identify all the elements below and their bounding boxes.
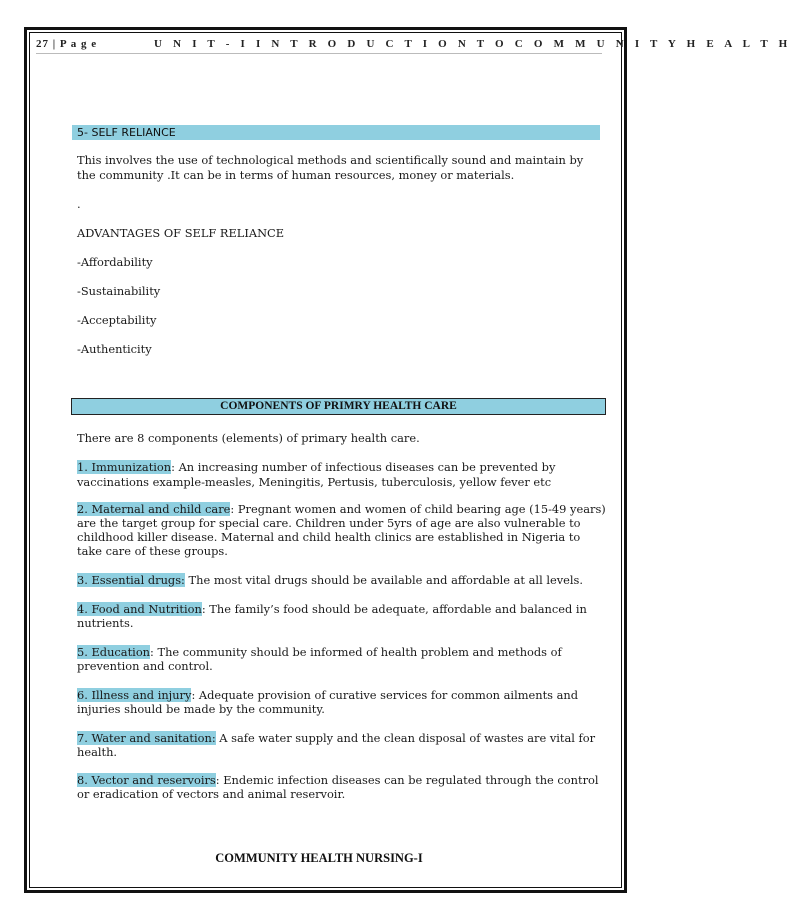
component-label: 2. Maternal and child care <box>77 502 231 516</box>
advantage-item: -Sustainability <box>77 284 161 298</box>
component-text: take care of these groups. <box>77 544 228 558</box>
page-number: 27 | P a g e <box>36 38 98 50</box>
advantage-item: -Authenticity <box>77 342 152 356</box>
component-text: : The family’s food should be adequate, affordable and balanced in <box>201 602 587 616</box>
advantage-item: -Acceptability <box>77 313 157 327</box>
component-text: prevention and control. <box>77 659 213 673</box>
component-text: nutrients. <box>77 616 134 630</box>
component-text: A safe water supply and the clean disposal of wastes are vital for <box>215 731 596 745</box>
component-text: : Endemic infection diseases can be regulated through the control <box>215 773 599 787</box>
component-text: : Pregnant women and women of child bearing age (15-49 years) <box>230 502 606 516</box>
component-text: : Adequate provision of curative services for common ailments and <box>191 688 579 702</box>
component-item-6 <box>77 688 578 703</box>
component-item-7 <box>77 731 595 746</box>
component-label: 5. Education <box>77 645 151 659</box>
component-text: health. <box>77 745 118 759</box>
page-header <box>36 38 791 52</box>
unit-title: U N I T - I I N T R O D U C T I O N T O C O M M U N I T Y H E A L T H <box>154 38 791 50</box>
stray-dot: . <box>77 197 81 211</box>
self-reliance-heading-bar <box>72 125 600 140</box>
component-label: 1. Immunization <box>77 460 172 474</box>
component-text: are the target group for special care. Children under 5yrs of age are also vulnerable to <box>77 516 581 530</box>
component-item-5 <box>77 645 562 660</box>
component-item-3 <box>77 573 583 588</box>
component-item-2 <box>77 502 606 517</box>
component-item-1 <box>77 460 555 475</box>
component-text: injuries should be made by the community. <box>77 702 325 716</box>
component-label: 7. Water and sanitation: <box>77 731 216 745</box>
component-label: 6. Illness and injury <box>77 688 192 702</box>
page-footer: COMMUNITY HEALTH NURSING-I <box>215 851 423 865</box>
component-label: 8. Vector and reservoirs <box>77 773 216 787</box>
component-text: childhood killer disease. Maternal and child health clinics are established in Nigeria to <box>77 530 581 544</box>
self-reliance-line-1: This involves the use of technological methods and scientifically sound and maintain by <box>77 153 584 167</box>
advantages-heading: ADVANTAGES OF SELF RELIANCE <box>77 226 285 240</box>
self-reliance-line-2: the community .It can be in terms of human resources, money or materials. <box>77 168 515 182</box>
component-text: vaccinations example-measles, Meningitis, Pertusis, tuberculosis, yellow fever etc <box>77 475 552 489</box>
component-item-8 <box>77 773 599 788</box>
components-heading: COMPONENTS OF PRIMRY HEALTH CARE <box>71 398 606 415</box>
header-rule <box>36 53 602 54</box>
component-text: The most vital drugs should be available and affordable at all levels. <box>184 573 584 587</box>
component-text: or eradication of vectors and animal reservoir. <box>77 787 346 801</box>
components-intro: There are 8 components (elements) of primary health care. <box>77 431 420 445</box>
component-item-4 <box>77 602 587 617</box>
self-reliance-heading: 5- SELF RELIANCE <box>77 126 176 139</box>
component-label: 3. Essential drugs: <box>77 573 185 587</box>
advantage-item: -Affordability <box>77 255 153 269</box>
component-text: : An increasing number of infectious diseases can be prevented by <box>171 460 556 474</box>
component-label: 4. Food and Nutrition <box>77 602 202 616</box>
component-text: : The community should be informed of health problem and methods of <box>150 645 562 659</box>
